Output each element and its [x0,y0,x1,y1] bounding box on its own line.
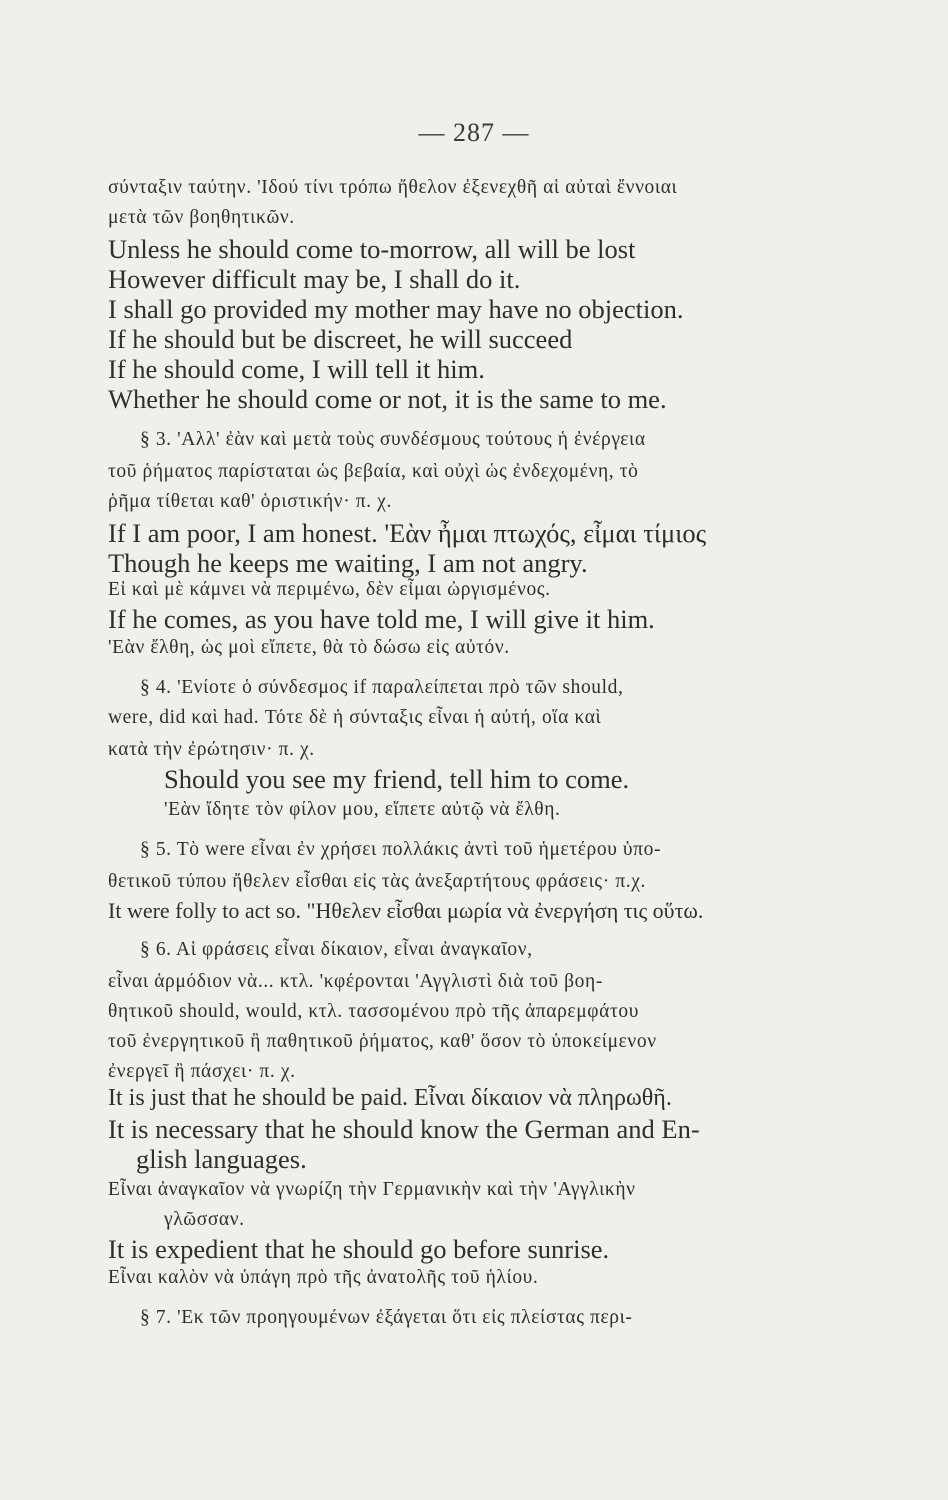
text-line: were, did καὶ had. Τότε δὲ ἡ σύνταξις εἶναι ἡ αὐτή, οἵα καὶ [108,707,602,728]
text-line: γλῶσσαν. [164,1209,245,1230]
text-line: If I am poor, I am honest. 'Εὰν ἦμαι πτωχός, εἶμαι τίμιος [108,518,707,548]
text-line: If he should come, I will tell it him. [108,354,485,384]
text-line: Εἰ καὶ μὲ κάμνει νὰ περιμένω, δὲν εἶμαι ὠργισμένος. [108,579,551,600]
section-7-heading: § 7. 'Εκ τῶν προηγουμένων ἐξάγεται ὅτι εἰς πλείστας περι- [140,1307,633,1328]
text-line: Εἶναι καλὸν νὰ ὑπάγη πρὸ τῆς ἀνατολῆς τοῦ ἡλίου. [108,1267,539,1288]
section-4-heading: § 4. 'Ενίοτε ὁ σύνδεσμος if παραλείπεται πρὸ τῶν should, [140,677,624,698]
text-line: ἐνεργεῖ ἢ πάσχει· π. χ. [108,1061,296,1082]
text-line: Unless he should come to-morrow, all will be lost [108,234,636,264]
section-5-heading: § 5. Τὸ were εἶναι ἐν χρήσει πολλάκις ἀντὶ τοῦ ἡμετέρου ὑπο- [140,839,662,860]
text-line: θητικοῦ should, would, κτλ. τασσομένου πρὸ τῆς ἀπαρεμφάτου [108,1001,639,1022]
text-line: Should you see my friend, tell him to come. [164,764,630,794]
text-line: If he comes, as you have told me, I will give it him. [108,604,655,634]
text-line: θετικοῦ τύπου ἤθελεν εἶσθαι εἰς τὰς ἀνεξαρτήτους φράσεις· π.χ. [108,871,646,892]
section-6-heading: § 6. Αἱ φράσεις εἶναι δίκαιον, εἶναι ἀναγκαῖον, [140,939,533,960]
text-line: σύνταξιν ταύτην. 'Ιδού τίνι τρόπω ἤθελον ἐξενεχθῆ αἱ αὐταὶ ἔννοιαι [108,177,678,198]
text-line: 'Εὰν ἔλθη, ὡς μοὶ εἴπετε, θὰ τὸ δώσω εἰς αὐτόν. [108,637,510,658]
text-line: However difficult may be, I shall do it. [108,264,521,294]
text-line: It is expedient that he should go before sunrise. [108,1234,610,1264]
text-line: κατὰ τὴν ἐρώτησιν· π. χ. [108,739,315,760]
text-line: It is necessary that he should know the German and En- [108,1114,700,1144]
text-line: Though he keeps me waiting, I am not angry. [108,548,588,578]
text-line: ῥῆμα τίθεται καθ' ὁριστικήν· π. χ. [108,491,392,512]
text-line: εἶναι ἁρμόδιον νὰ... κτλ. 'κφέρονται 'Αγγλιστὶ διὰ τοῦ βοη- [108,971,603,992]
page-number: — 287 — [418,118,530,147]
text-line: 'Εὰν ἴδητε τὸν φίλον μου, εἴπετε αὐτῷ νὰ ἔλθη. [164,799,561,820]
text-line: If he should but be discreet, he will succeed [108,324,573,354]
text-line: τοῦ ῥήματος παρίσταται ὡς βεβαία, καὶ οὐχὶ ὡς ἐνδεχομένη, τὸ [108,461,639,482]
text-line: μετὰ τῶν βοηθητικῶν. [108,207,295,228]
text-line: Whether he should come or not, it is the same to me. [108,384,667,414]
text-line: It were folly to act so. "Ηθελεν εἶσθαι μωρία νὰ ἐνεργήση τις οὕτω. [108,898,704,923]
text-line: glish languages. [136,1144,307,1174]
text-line: Εἶναι ἀναγκαῖον νὰ γνωρίζη τὴν Γερμανικὴν καὶ τὴν 'Αγγλικὴν [108,1179,636,1200]
text-line: I shall go provided my mother may have no objection. [108,294,684,324]
text-line: τοῦ ἐνεργητικοῦ ἢ παθητικοῦ ῥήματος, καθ' ὅσον τὸ ὑποκείμενον [108,1031,657,1052]
section-3-heading: § 3. 'Αλλ' ἐὰν καὶ μετὰ τοὺς συνδέσμους τούτους ἡ ἐνέργεια [140,429,646,450]
text-line: It is just that he should be paid. Εἶναι δίκαιον νὰ πληρωθῆ. [108,1085,672,1111]
